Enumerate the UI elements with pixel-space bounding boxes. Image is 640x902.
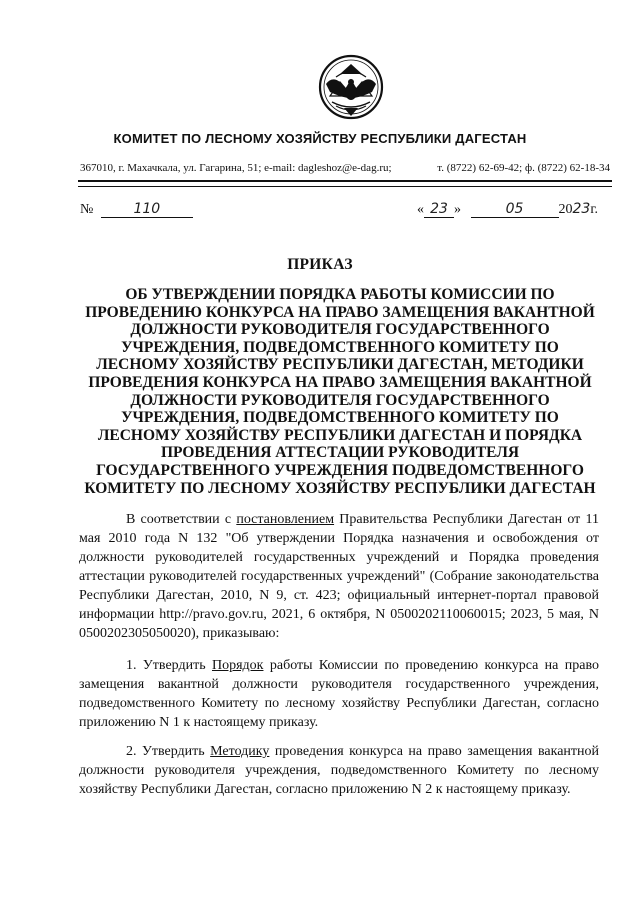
title-line: ПРОВЕДЕНИЮ КОНКУРСА НА ПРАВО ЗАМЕЩЕНИЯ ВАКАНТНОЙ (85, 303, 595, 321)
number-sign: № (80, 202, 94, 217)
phone-fax-line: т. (8722) 62-69-42; ф. (8722) 62-18-34 (437, 162, 610, 174)
procedure-link[interactable]: Порядок (211, 658, 264, 673)
document-title (70, 286, 610, 497)
item-2-text-start: 2. Утвердить (126, 744, 211, 759)
title-line: ПРОВЕДЕНИЯ КОНКУРСА НА ПРАВО ЗАМЕЩЕНИЯ ВАКАНТНОЙ (88, 373, 592, 391)
order-number-value: 110 (101, 201, 193, 218)
title-line: УЧРЕЖДЕНИЯ, ПОДВЕДОМСТВЕННОГО КОМИТЕТУ ПО (121, 409, 559, 427)
organization-name: КОМИТЕТ ПО ЛЕСНОМУ ХОЗЯЙСТВУ РЕСПУБЛИКИ ДАГЕСТАН (113, 131, 527, 146)
title-line: ОБ УТВЕРЖДЕНИИ ПОРЯДКА РАБОТЫ КОМИССИИ ПО (125, 286, 555, 303)
item-1-text-start: 1. Утвердить (126, 658, 212, 673)
title-line: УЧРЕЖДЕНИЯ, ПОДВЕДОМСТВЕННОГО КОМИТЕТУ ПО (121, 338, 559, 356)
date-year-end: г. (590, 202, 598, 217)
dagestan-coat-of-arms-icon (318, 52, 384, 122)
item-1-text-rest: работы Комиссии по проведению конкурса на право замещения вакантной должности руководителя государственного учреждения, подведомственного Комитету по лесному хозяйству Республики Дагестан, согласно приложению N 1 к настоящему приказу. (79, 658, 599, 730)
date-year-prefix: 20 (558, 202, 573, 217)
order-number (80, 201, 193, 218)
order-date (417, 201, 598, 218)
date-month: 05 (471, 201, 559, 218)
title-line: ЛЕСНОМУ ХОЗЯЙСТВУ РЕСПУБЛИКИ ДАГЕСТАН И ПОРЯДКА (97, 426, 583, 444)
title-line: ПРОВЕДЕНИЯ АТТЕСТАЦИИ РУКОВОДИТЕЛЯ (160, 444, 520, 462)
date-quote-close: » (454, 202, 461, 217)
preamble-text-start: В соответствии с (126, 512, 237, 527)
date-day: 23 (424, 201, 454, 218)
title-line: КОМИТЕТУ ПО ЛЕСНОМУ ХОЗЯЙСТВУ РЕСПУБЛИКИ ДАГЕСТАН (84, 479, 596, 497)
date-year-suffix: 23 (572, 201, 591, 217)
title-line: ДОЛЖНОСТИ РУКОВОДИТЕЛЯ ГОСУДАРСТВЕННОГО (130, 391, 550, 409)
title-line: ЛЕСНОМУ ХОЗЯЙСТВУ РЕСПУБЛИКИ ДАГЕСТАН, МЕТОДИКИ (96, 356, 584, 374)
header-divider (78, 180, 612, 187)
document-type: ПРИКАЗ (287, 256, 353, 273)
item-2-text-rest: проведения конкурса на право замещения вакантной должности руководителя учреждения, подведомственного Комитету по лесному хозяйству Республики Дагестан, согласно приложению N 2 к настоящему приказу. (79, 744, 599, 797)
order-item-2 (79, 742, 599, 799)
order-item-1 (79, 656, 599, 732)
methodology-link[interactable]: Методику (210, 744, 270, 759)
preamble-text-rest: Правительства Республики Дагестан от 11 мая 2010 года N 132 "Об утверждении Порядка назначения и освобождения от должности руководителей государственных учреждений и Порядка проведения аттестации руководителей государственных учреждений" (Собрание законодательства Республики Дагестан, 2010, N 9, ст. 423; официальный интернет-портал правовой информации http://pravo.gov.ru, 2021, 6 октября, N 0500202110060015; 2023, 5 мая, N 0500202305050020), приказываю: (79, 512, 599, 641)
preamble-paragraph (79, 510, 599, 643)
title-line: ДОЛЖНОСТИ РУКОВОДИТЕЛЯ ГОСУДАРСТВЕННОГО (130, 321, 550, 339)
resolution-link[interactable]: постановлением (236, 512, 335, 527)
address-line: 367010, г. Махачкала, ул. Гагарина, 51; e-mail: dagleshoz@e-dag.ru; (80, 162, 392, 174)
title-line: ГОСУДАРСТВЕННОГО УЧРЕЖДЕНИЯ ПОДВЕДОМСТВЕННОГО (96, 461, 584, 479)
date-quote-open: « (417, 202, 424, 217)
